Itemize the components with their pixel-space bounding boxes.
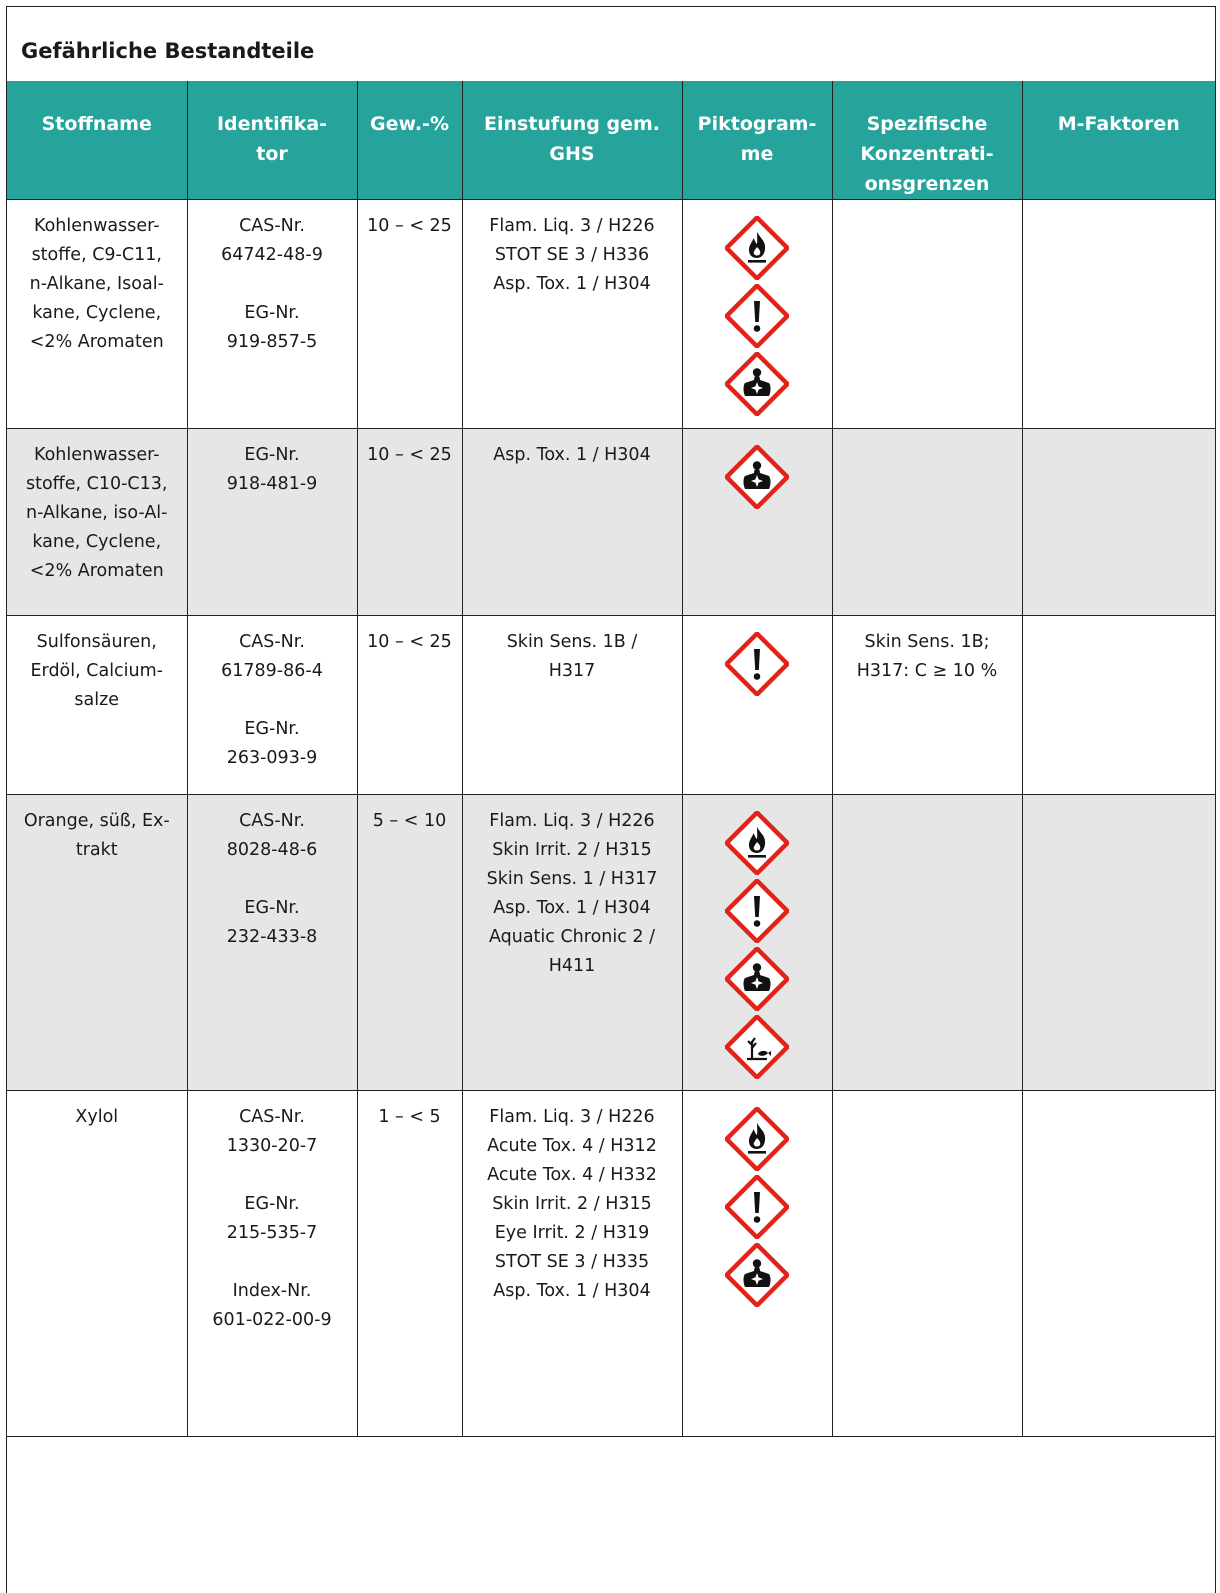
header-label: Identifika- — [216, 113, 328, 135]
cell-stoffname — [7, 1091, 187, 1437]
spacer — [192, 1161, 353, 1190]
cell-spezifische — [832, 795, 1022, 1091]
classification-line: STOT SE 3 / H336 — [494, 245, 650, 265]
identifier-line: 601-022-00-9 — [212, 1310, 332, 1330]
table-body — [7, 200, 1215, 1437]
cell-einstufung — [462, 795, 682, 1091]
table-row — [7, 1091, 1215, 1437]
header-m-faktoren — [1022, 81, 1215, 200]
classification-line: H411 — [548, 956, 596, 976]
header-stoffname — [7, 81, 187, 200]
weight-value: 10 – < 25 — [367, 445, 452, 465]
cell-einstufung — [462, 200, 682, 429]
cell-einstufung — [462, 616, 682, 795]
identifier-line: 215-535-7 — [226, 1223, 318, 1243]
cell-stoffname — [7, 200, 187, 429]
classification-line: STOT SE 3 / H335 — [494, 1252, 650, 1272]
identifier-line: 8028-48-6 — [226, 840, 318, 860]
cell-piktogramme — [682, 429, 832, 616]
identifier-line: 919-857-5 — [226, 332, 318, 352]
cell-spezifische — [832, 616, 1022, 795]
identifier-line: 263-093-9 — [226, 748, 318, 768]
cell-gew — [357, 795, 462, 1091]
classification-line: Asp. Tox. 1 / H304 — [493, 445, 651, 465]
identifier-line: EG-Nr. — [244, 303, 300, 323]
exclamation-icon — [725, 879, 789, 943]
health-hazard-icon — [725, 445, 789, 509]
spacer — [192, 686, 353, 715]
cell-piktogramme — [682, 1091, 832, 1437]
spacer — [192, 270, 353, 299]
components-table — [7, 81, 1215, 1437]
cell-gew — [357, 616, 462, 795]
cell-m-faktoren — [1022, 795, 1215, 1091]
classification-line: Flam. Liq. 3 / H226 — [489, 216, 655, 236]
header-label: GHS — [549, 143, 595, 165]
stoffname-line: Kohlenwasser- — [33, 445, 160, 465]
header-einstufung — [462, 81, 682, 200]
header-label: Konzentrati- — [860, 143, 994, 165]
weight-value: 5 – < 10 — [372, 811, 447, 831]
identifier-line: 232-433-8 — [226, 927, 318, 947]
identifier-line: 64742-48-9 — [221, 245, 323, 265]
identifier-line: EG-Nr. — [244, 719, 300, 739]
stoffname-line: salze — [74, 690, 120, 710]
identifier-line: CAS-Nr. — [239, 1107, 305, 1127]
cell-m-faktoren — [1022, 1091, 1215, 1437]
exclamation-icon — [725, 1175, 789, 1239]
cell-spezifische — [832, 200, 1022, 429]
header-label: Piktogram- — [697, 113, 817, 135]
cell-identifikator — [187, 616, 357, 795]
health-hazard-icon — [725, 1243, 789, 1307]
cell-piktogramme — [682, 200, 832, 429]
stoffname-line: trakt — [75, 840, 118, 860]
stoffname-line: kane, Cyclene, — [32, 532, 162, 552]
stoffname-line: kane, Cyclene, — [32, 303, 162, 323]
identifier-line: EG-Nr. — [244, 1194, 300, 1214]
header-label: onsgrenzen — [864, 173, 990, 195]
header-label: tor — [256, 143, 288, 165]
classification-line: Aquatic Chronic 2 / — [488, 927, 656, 947]
weight-value: 10 – < 25 — [367, 632, 452, 652]
section-title: Gefährliche Bestandteile — [21, 39, 315, 63]
stoffname-line: Orange, süß, Ex- — [23, 811, 170, 831]
weight-value: 10 – < 25 — [367, 216, 452, 236]
header-label: Spezifische — [866, 113, 988, 135]
cell-identifikator — [187, 1091, 357, 1437]
header-label: Gew.-% — [370, 113, 449, 135]
stoffname-line: Kohlenwasser- — [33, 216, 160, 236]
identifier-line: CAS-Nr. — [239, 811, 305, 831]
classification-line: Asp. Tox. 1 / H304 — [493, 898, 651, 918]
header-identifikator — [187, 81, 357, 200]
cell-stoffname — [7, 795, 187, 1091]
table-row — [7, 429, 1215, 616]
health-hazard-icon — [725, 352, 789, 416]
classification-line: Skin Irrit. 2 / H315 — [492, 840, 652, 860]
cell-spezifische — [832, 429, 1022, 616]
header-label: Einstufung gem. — [484, 113, 660, 135]
classification-line: Skin Sens. 1 / H317 — [486, 869, 658, 889]
cell-gew — [357, 429, 462, 616]
header-spezifische-konzentrationsgrenzen — [832, 81, 1022, 200]
identifier-line: 1330-20-7 — [226, 1136, 318, 1156]
identifier-line: CAS-Nr. — [239, 216, 305, 236]
flame-icon — [725, 811, 789, 875]
header-label: M-Faktoren — [1057, 113, 1180, 135]
cell-identifikator — [187, 795, 357, 1091]
stoffname-line: <2% Aromaten — [29, 561, 164, 581]
spacer — [192, 865, 353, 894]
cell-m-faktoren — [1022, 616, 1215, 795]
hazardous-components-section — [6, 6, 1216, 1593]
header-label: Stoffname — [41, 113, 152, 135]
stoffname-line: Xylol — [75, 1107, 119, 1127]
table-row — [7, 616, 1215, 795]
classification-line: Skin Irrit. 2 / H315 — [492, 1194, 652, 1214]
flame-icon — [725, 216, 789, 280]
identifier-line: EG-Nr. — [244, 898, 300, 918]
identifier-line: 61789-86-4 — [221, 661, 323, 681]
spacer — [192, 1248, 353, 1277]
stoffname-line: Sulfonsäuren, — [36, 632, 157, 652]
stoffname-line: Erdöl, Calcium- — [30, 661, 163, 681]
cell-identifikator — [187, 429, 357, 616]
cell-identifikator — [187, 200, 357, 429]
cell-gew — [357, 1091, 462, 1437]
exclamation-icon — [725, 284, 789, 348]
header-label: me — [740, 143, 774, 165]
cell-einstufung — [462, 1091, 682, 1437]
classification-line: Acute Tox. 4 / H312 — [487, 1136, 657, 1156]
table-row — [7, 200, 1215, 429]
stoffname-line: n-Alkane, Isoal- — [29, 274, 164, 294]
flame-icon — [725, 1107, 789, 1171]
weight-value: 1 – < 5 — [378, 1107, 441, 1127]
identifier-line: CAS-Nr. — [239, 632, 305, 652]
specific-limit-line: H317: C ≥ 10 % — [856, 661, 998, 681]
stoffname-line: <2% Aromaten — [29, 332, 164, 352]
header-piktogramme — [682, 81, 832, 200]
header-gew — [357, 81, 462, 200]
identifier-line: Index-Nr. — [232, 1281, 312, 1301]
environment-icon — [725, 1015, 789, 1079]
stoffname-line: stoffe, C10-C13, — [26, 474, 168, 494]
classification-line: Flam. Liq. 3 / H226 — [489, 1107, 655, 1127]
table-row — [7, 795, 1215, 1091]
cell-m-faktoren — [1022, 429, 1215, 616]
exclamation-icon — [725, 632, 789, 696]
specific-limit-line: Skin Sens. 1B; — [864, 632, 990, 652]
classification-line: Flam. Liq. 3 / H226 — [489, 811, 655, 831]
classification-line: Eye Irrit. 2 / H319 — [494, 1223, 650, 1243]
stoffname-line: n-Alkane, iso-Al- — [26, 503, 168, 523]
classification-line: H317 — [548, 661, 596, 681]
identifier-line: EG-Nr. — [244, 445, 300, 465]
cell-einstufung — [462, 429, 682, 616]
classification-line: Asp. Tox. 1 / H304 — [493, 274, 651, 294]
cell-piktogramme — [682, 795, 832, 1091]
classification-line: Skin Sens. 1B / — [506, 632, 638, 652]
cell-stoffname — [7, 616, 187, 795]
health-hazard-icon — [725, 947, 789, 1011]
classification-line: Acute Tox. 4 / H332 — [487, 1165, 657, 1185]
cell-stoffname — [7, 429, 187, 616]
classification-line: Asp. Tox. 1 / H304 — [493, 1281, 651, 1301]
stoffname-line: stoffe, C9-C11, — [31, 245, 162, 265]
identifier-line: 918-481-9 — [226, 474, 318, 494]
cell-gew — [357, 200, 462, 429]
cell-spezifische — [832, 1091, 1022, 1437]
cell-piktogramme — [682, 616, 832, 795]
header-row — [7, 81, 1215, 200]
cell-m-faktoren — [1022, 200, 1215, 429]
